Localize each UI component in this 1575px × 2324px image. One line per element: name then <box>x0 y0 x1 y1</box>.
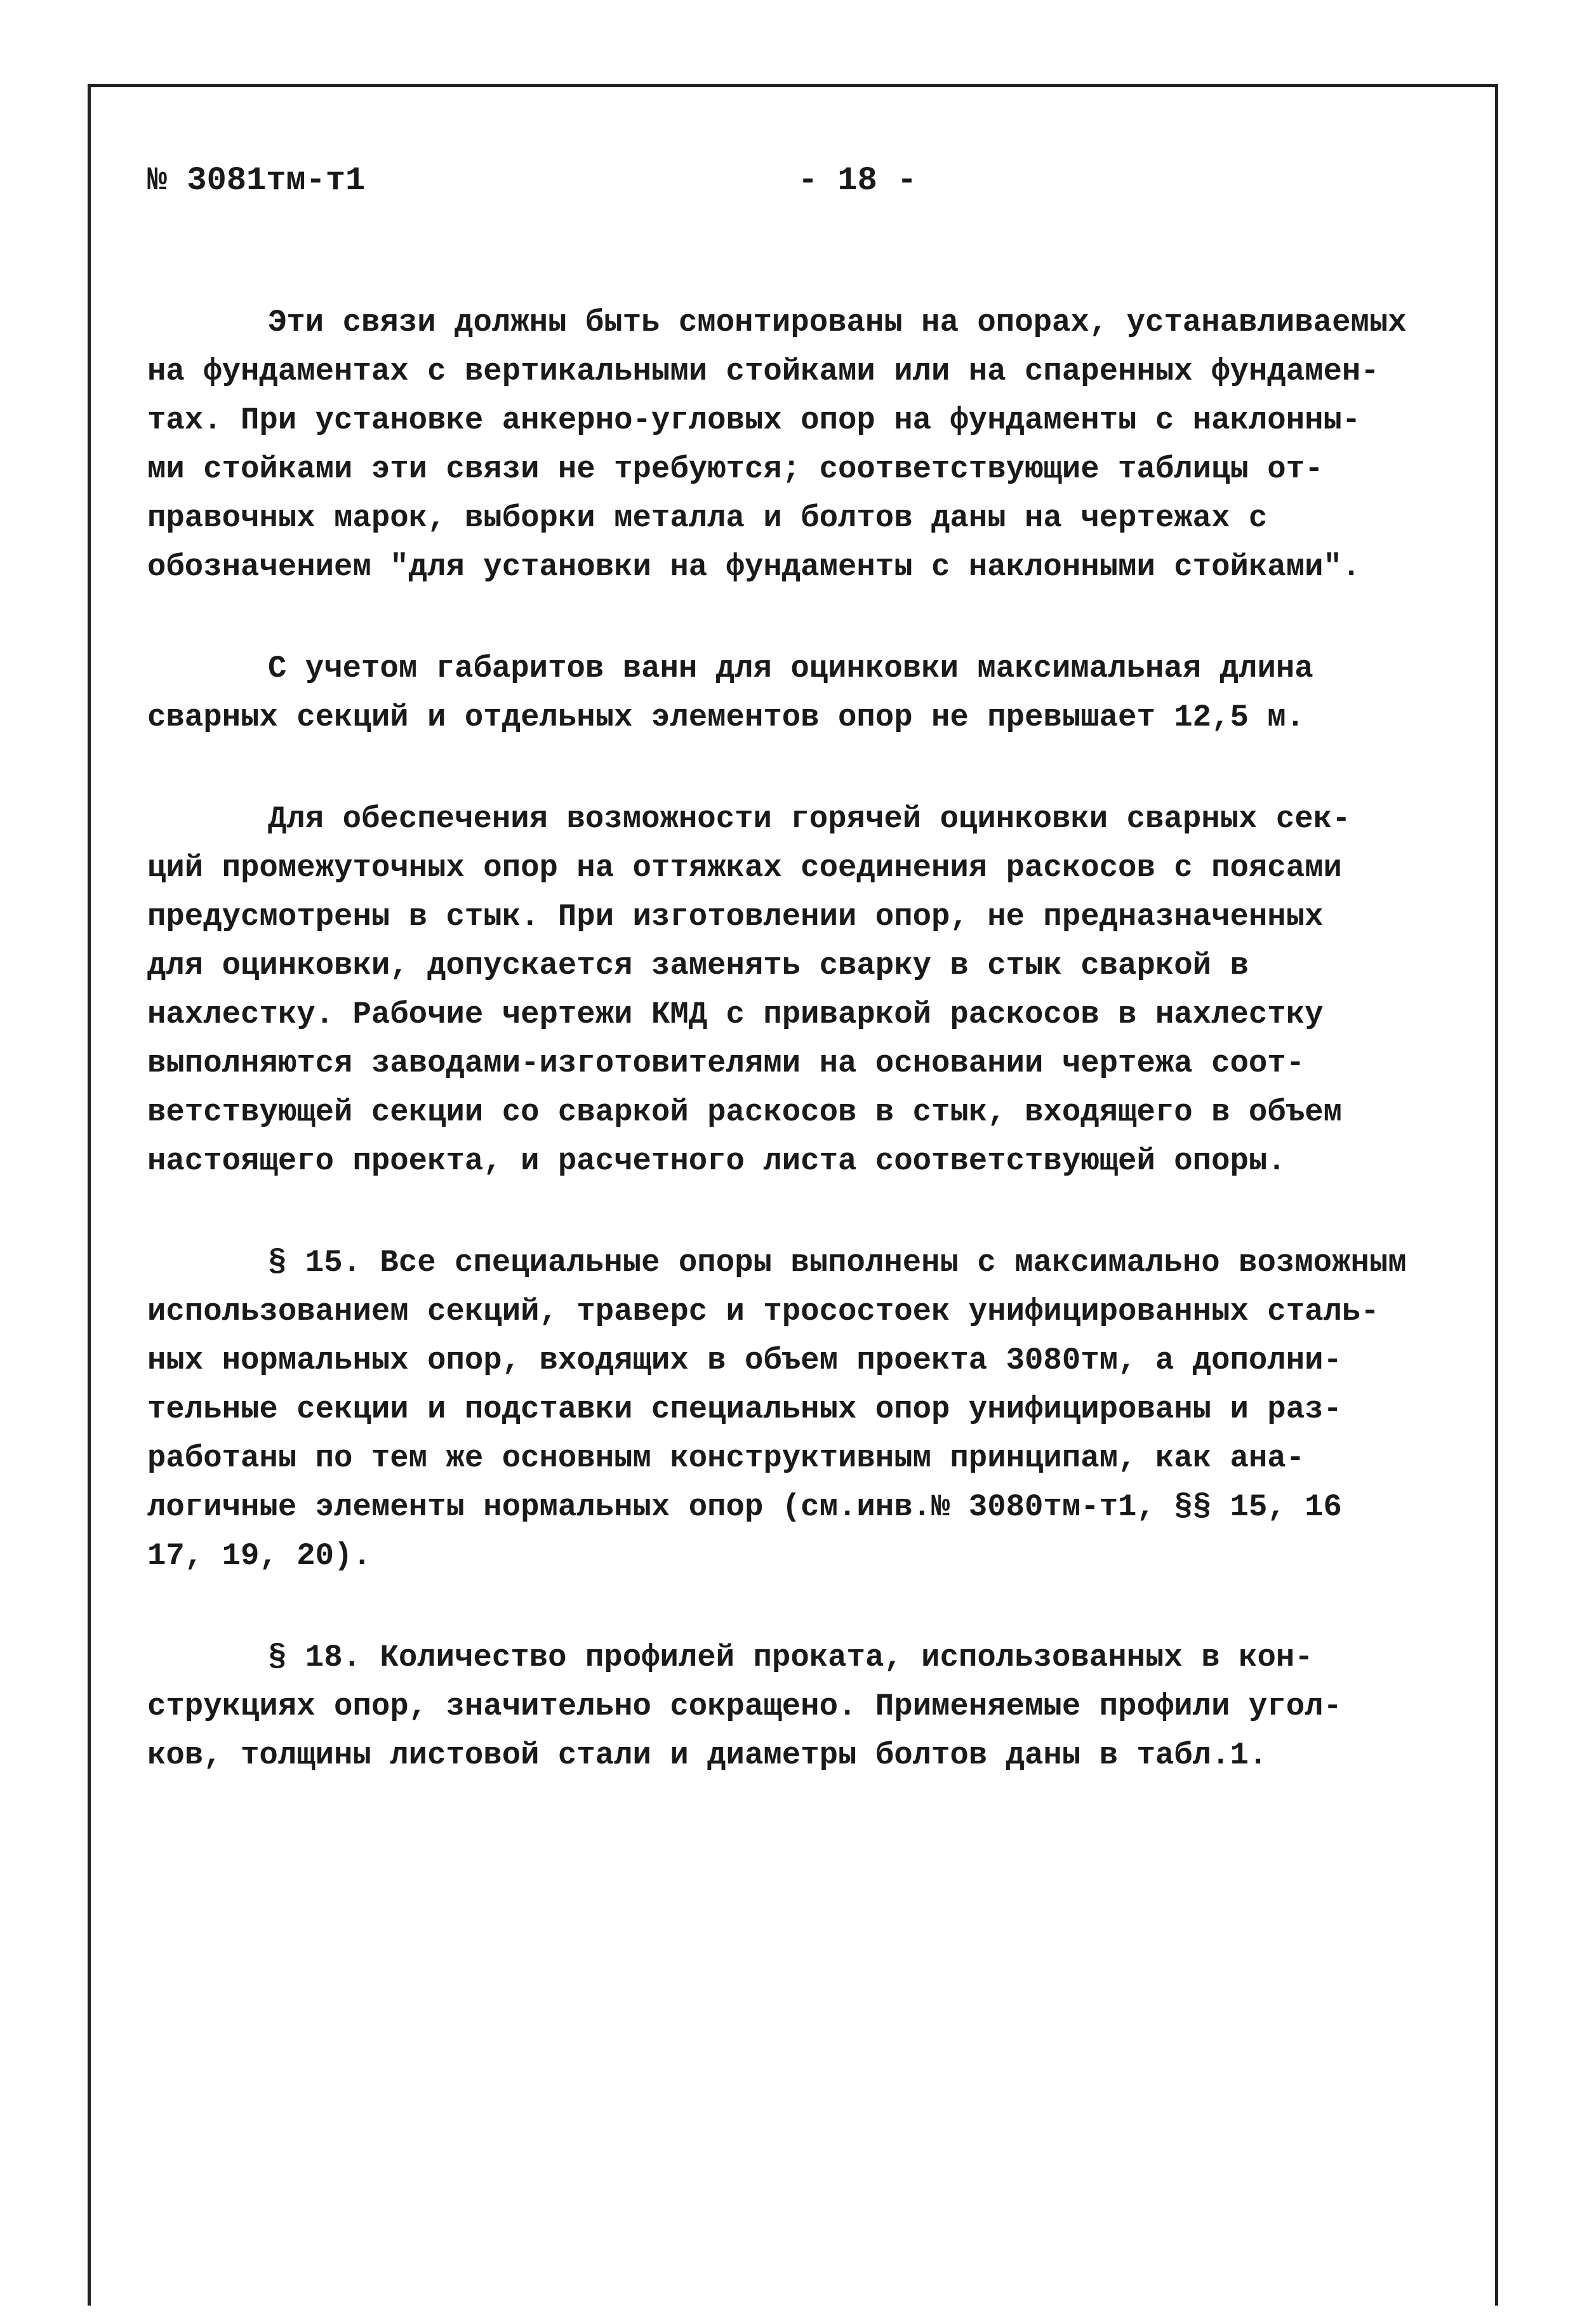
text-line: ветствующей секции со сваркой раскосов в стык, входящего в объем <box>147 1094 1342 1130</box>
text-line: ций промежуточных опор на оттяжках соединения раскосов с поясами <box>147 850 1342 886</box>
text-line: Для обеспечения возможности горячей оцинковки сварных сек- <box>268 801 1351 837</box>
text-line: Эти связи должны быть смонтированы на опорах, устанавливаемых <box>268 305 1407 340</box>
document-code: № 3081тм-т1 <box>147 162 366 199</box>
text-line: логичные элементы нормальных опор (см.инв.№ 3080тм-т1, §§ 15, 16 <box>147 1489 1342 1525</box>
text-line: для оцинковки, допускается заменять сварку в стык сваркой в <box>147 948 1249 983</box>
document-body <box>147 298 1468 1833</box>
text-line: ков, толщины листовой стали и диаметры болтов даны в табл.1. <box>147 1737 1268 1773</box>
paragraph-section-18 <box>147 1633 1468 1780</box>
text-line: настоящего проекта, и расчетного листа соответствующей опоры. <box>147 1143 1286 1179</box>
text-line: сварных секций и отдельных элементов опор не превышает 12,5 м. <box>147 700 1305 735</box>
page-number: - 18 - <box>798 162 917 199</box>
text-line: использованием секций, траверс и тросостоек унифицированных сталь- <box>147 1294 1379 1329</box>
text-line: тах. При установке анкерно-угловых опор на фундаменты с наклонны- <box>147 402 1361 438</box>
text-line: С учетом габаритов ванн для оцинковки максимальная длина <box>268 651 1313 686</box>
text-line: на фундаментах с вертикальными стойками или на спаренных фундамен- <box>147 354 1379 389</box>
paragraph-braces <box>147 298 1468 592</box>
text-line: нахлестку. Рабочие чертежи КМД с приваркой раскосов в нахлестку <box>147 997 1324 1032</box>
text-line: правочных марок, выборки металла и болтов даны на чертежах с <box>147 500 1268 536</box>
text-line: струкциях опор, значительно сокращено. Применяемые профили угол- <box>147 1689 1342 1724</box>
text-line: ми стойками эти связи не требуются; соответствующие таблицы от- <box>147 451 1324 487</box>
page-header <box>147 156 1417 206</box>
text-line: § 15. Все специальные опоры выполнены с максимально возможным <box>268 1245 1407 1280</box>
paragraph-butt-welding <box>147 795 1468 1186</box>
paragraph-section-15 <box>147 1238 1468 1581</box>
text-line: ных нормальных опор, входящих в объем проекта 3080тм, а дополни- <box>147 1343 1342 1378</box>
text-line: выполняются заводами-изготовителями на основании чертежа соот- <box>147 1046 1305 1081</box>
text-line: предусмотрены в стык. При изготовлении опор, не предназначенных <box>147 899 1324 934</box>
text-line: 17, 19, 20). <box>147 1538 371 1574</box>
text-line: тельные секции и подставки специальных опор унифицированы и раз- <box>147 1391 1342 1427</box>
text-line: работаны по тем же основным конструктивным принципам, как ана- <box>147 1440 1305 1476</box>
text-line: обозначением "для установки на фундаменты с наклонными стойками". <box>147 549 1361 585</box>
text-line: § 18. Количество профилей проката, использованных в кон- <box>268 1640 1313 1675</box>
paragraph-galvanizing-length <box>147 644 1468 742</box>
